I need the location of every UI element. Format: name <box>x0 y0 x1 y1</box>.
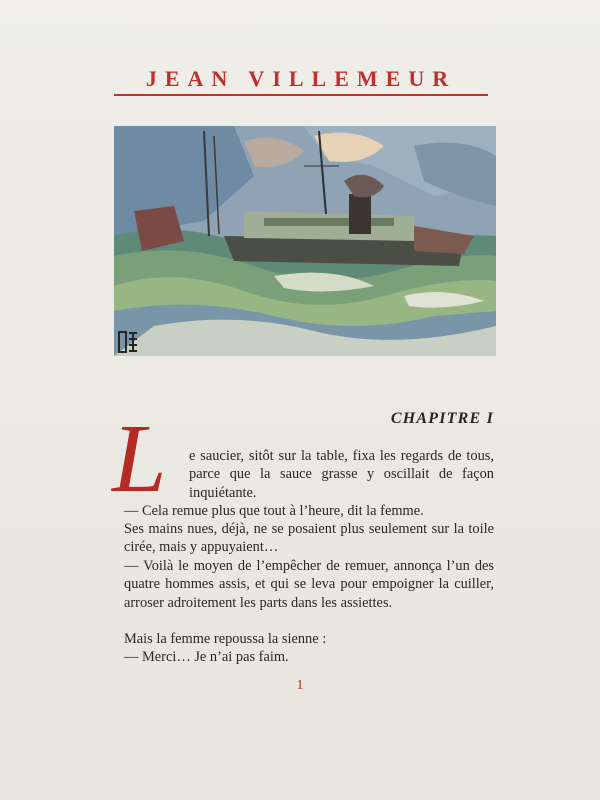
paragraph-6: — Merci… Je n’ai pas faim. <box>124 649 289 665</box>
page-number: 1 <box>296 678 304 693</box>
paragraph-3: Ses mains nues, déjà, ne se posaient plus seulement sur la toile cirée, mais y appuyaient… <box>124 521 494 556</box>
chapter-title: CHAPITRE I <box>390 410 494 427</box>
drop-cap: L <box>112 405 167 513</box>
paragraph-2: — Cela remue plus que tout à l’heure, dit la femme. <box>124 503 424 519</box>
ship-illustration <box>114 126 496 356</box>
heading-rule <box>114 94 488 96</box>
monogram-icon <box>117 330 139 354</box>
paragraph-4: — Voilà le moyen de l’empêcher de remuer, annonça l’un des quatre hommes assis, et qui se leva pour empoigner la cuiller, arroser adroitement les parts dans les assiettes. <box>124 558 494 611</box>
ship-illustration-svg <box>114 126 496 356</box>
author-heading: JEAN VILLEMEUR <box>145 66 457 91</box>
paragraph-5: Mais la femme repoussa la sienne : <box>124 631 327 647</box>
paragraph-1: e saucier, sitôt sur la table, fixa les regards de tous, parce que la sauce grasse y oscillait de façon inquiétante. <box>189 448 494 501</box>
